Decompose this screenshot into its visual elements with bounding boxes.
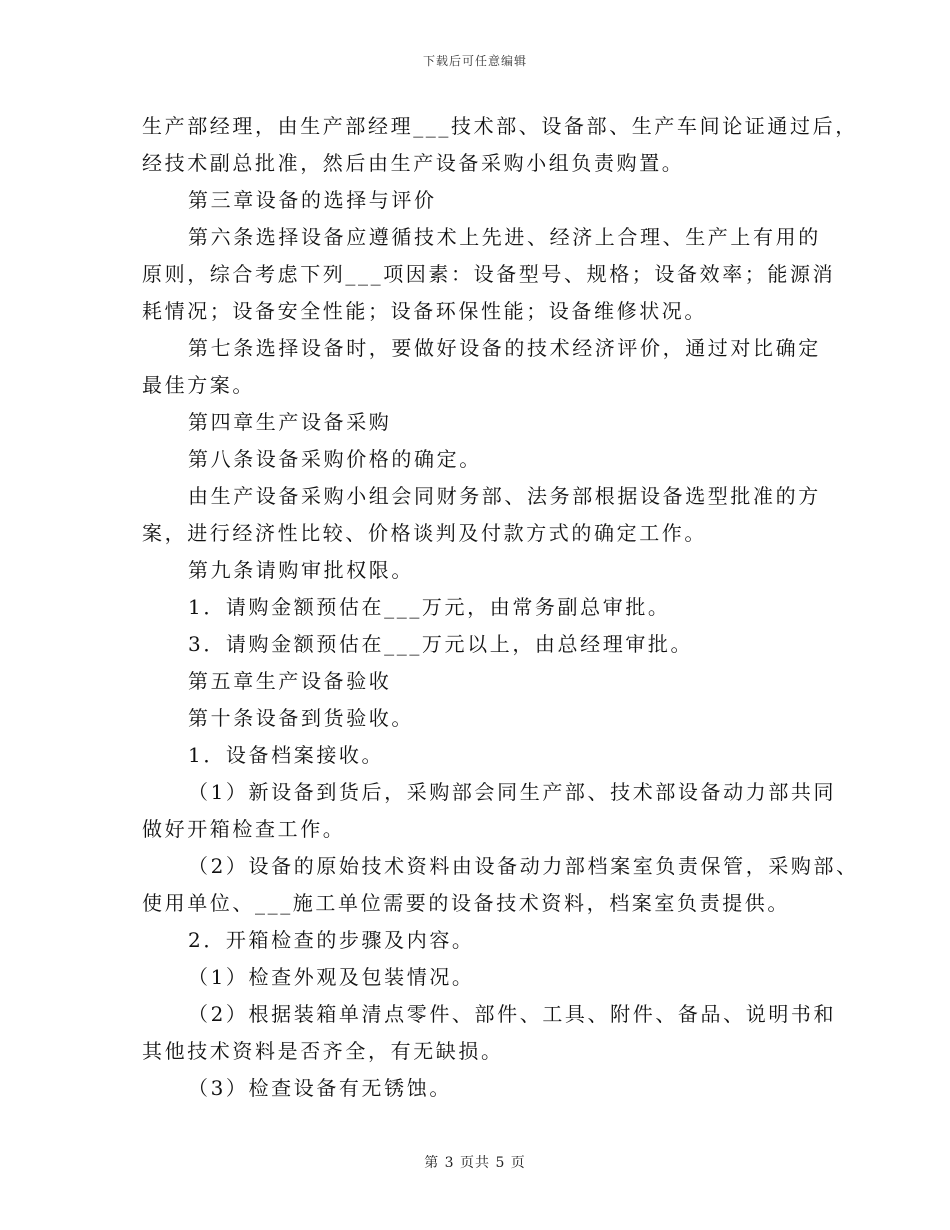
article-line: 第九条请购审批权限。 bbox=[188, 558, 414, 582]
chapter-heading: 第四章生产设备采购 bbox=[188, 410, 392, 434]
text-line: 经技术副总批准，然后由生产设备采购小组负责购置。 bbox=[142, 151, 685, 175]
text-line: 做好开箱检查工作。 bbox=[142, 817, 346, 841]
article-line: 第十条设备到货验收。 bbox=[188, 706, 414, 730]
page-number: 第 3 页共 5 页 bbox=[424, 1155, 526, 1171]
article-line: 第六条选择设备应遵循技术上先进、经济上合理、生产上有用的 bbox=[188, 225, 821, 249]
text-line: 生产部经理，由生产部经理___技术部、设备部、生产车间论证通过后， bbox=[142, 114, 858, 138]
sub-list-item: （1）新设备到货后，采购部会同生产部、技术部设备动力部共同 bbox=[188, 780, 837, 804]
sub-list-item: （2）设备的原始技术资料由设备动力部档案室负责保管，采购部、 bbox=[188, 854, 859, 878]
text-line: 案，进行经济性比较、价格谈判及付款方式的确定工作。 bbox=[142, 521, 707, 545]
article-line: 第八条设备采购价格的确定。 bbox=[188, 447, 482, 471]
chapter-heading: 第三章设备的选择与评价 bbox=[188, 188, 437, 212]
text-line: 原则，综合考虑下列___项因素：设备型号、规格；设备效率；能源消 bbox=[142, 262, 836, 286]
chapter-heading: 第五章生产设备验收 bbox=[188, 669, 392, 693]
sub-list-item: （3）检查设备有无锈蚀。 bbox=[188, 1076, 452, 1100]
article-line: 第七条选择设备时，要做好设备的技术经济评价，通过对比确定 bbox=[188, 336, 821, 360]
paragraph-line: 由生产设备采购小组会同财务部、法务部根据设备选型批准的方 bbox=[188, 484, 821, 508]
document-body bbox=[142, 108, 859, 1107]
text-line: 最佳方案。 bbox=[142, 373, 255, 397]
sub-list-item: （2）根据装箱单清点零件、部件、工具、附件、备品、说明书和 bbox=[188, 1002, 837, 1026]
page-header-note: 下载后可任意编辑 bbox=[422, 54, 527, 68]
list-item: 1．设备档案接收。 bbox=[188, 743, 385, 767]
text-line: 使用单位、___施工单位需要的设备技术资料，档案室负责提供。 bbox=[142, 891, 790, 915]
list-item: 1．请购金额预估在___万元，由常务副总审批。 bbox=[188, 595, 671, 619]
text-line: 耗情况；设备安全性能；设备环保性能；设备维修状况。 bbox=[142, 299, 707, 323]
text-line: 其他技术资料是否齐全，有无缺损。 bbox=[142, 1039, 504, 1063]
sub-list-item: （1）检查外观及包装情况。 bbox=[188, 965, 475, 989]
list-item: 2．开箱检查的步骤及内容。 bbox=[188, 928, 475, 952]
list-item: 3．请购金额预估在___万元以上，由总经理审批。 bbox=[188, 632, 694, 656]
